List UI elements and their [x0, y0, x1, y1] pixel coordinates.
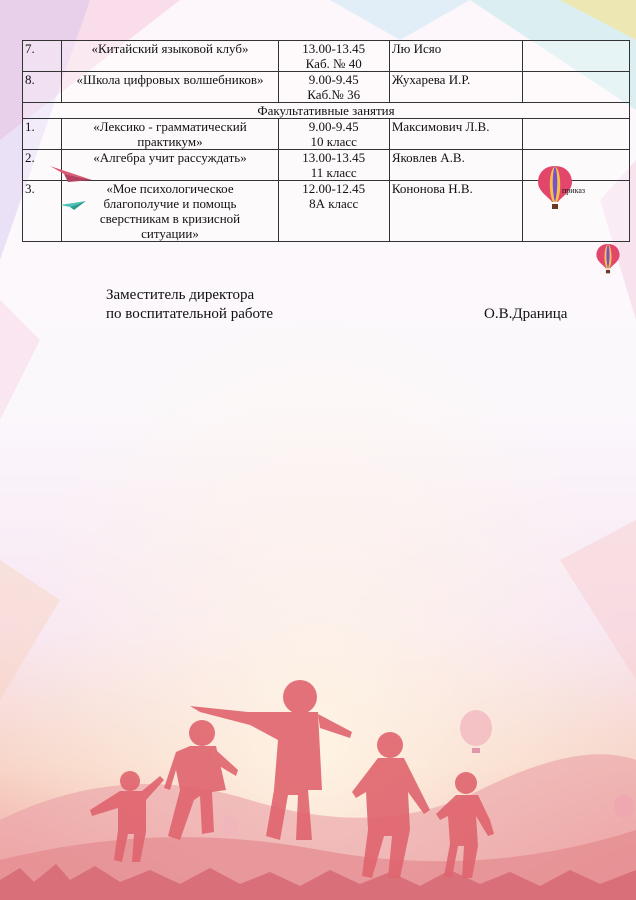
time-room-cell	[278, 119, 389, 150]
extra-cell	[523, 41, 630, 72]
row-number: 8.	[23, 72, 62, 103]
section-row	[23, 103, 630, 119]
activity-name-line: практикум»	[137, 134, 203, 149]
signature-block	[106, 286, 273, 324]
activity-room: 8А класс	[309, 196, 359, 211]
activity-name-line: сверстникам в кризисной	[99, 211, 241, 226]
signature-title: по воспитательной работе	[106, 306, 273, 322]
time-room-cell	[278, 181, 389, 242]
activity-name: «Китайский языковой клуб»	[62, 41, 278, 72]
activity-time: 13.00-13.45	[302, 41, 366, 56]
row-number: 3.	[23, 181, 62, 242]
activity-name-line: ситуации»	[141, 226, 199, 241]
extra-cell	[523, 72, 630, 103]
hot-air-balloon-icon	[596, 244, 620, 279]
table-row	[23, 119, 630, 150]
signature-title: Заместитель директора	[106, 287, 255, 303]
paper-plane-icon	[50, 162, 92, 189]
activity-name-line: «Лексико - грамматический	[93, 119, 247, 134]
activity-name: «Алгебра учит рассуждать»	[62, 150, 278, 181]
activity-name-line: благополучие и помощь	[103, 196, 237, 211]
teacher-name: Яковлев А.В.	[389, 150, 523, 181]
signature-name: О.В.Драница	[484, 306, 568, 322]
activity-time: 12.00-12.45	[302, 181, 366, 196]
table-row	[23, 72, 630, 103]
time-room-cell	[278, 41, 389, 72]
activity-name-line: «Мое психологическое	[106, 181, 234, 196]
teacher-name: Жухарева И.Р.	[389, 72, 523, 103]
time-room-cell	[278, 72, 389, 103]
activity-time: 9.00-9.45	[308, 119, 359, 134]
row-number: 2.	[23, 150, 62, 181]
order-note: приказ	[562, 186, 586, 195]
activity-time: 9.00-9.45	[308, 72, 359, 87]
table-row	[23, 41, 630, 72]
activity-time: 13.00-13.45	[302, 150, 366, 165]
row-number: 1.	[23, 119, 62, 150]
activity-room: Каб.№ 36	[307, 87, 361, 102]
activity-room: Каб. № 40	[305, 56, 362, 71]
paper-plane-icon	[60, 198, 86, 216]
teacher-name: Лю Исяо	[389, 41, 523, 72]
section-title: Факультативные занятия	[23, 103, 630, 119]
teacher-name: Максимович Л.В.	[389, 119, 523, 150]
extra-cell	[523, 119, 630, 150]
activity-name	[62, 119, 278, 150]
activity-room: 11 класс	[310, 165, 357, 180]
activity-name: «Школа цифровых волшебников»	[62, 72, 278, 103]
time-room-cell	[278, 150, 389, 181]
row-number: 7.	[23, 41, 62, 72]
activity-room: 10 класс	[310, 134, 357, 149]
teacher-name: Кононова Н.В.	[389, 181, 523, 242]
activity-name	[62, 181, 278, 242]
